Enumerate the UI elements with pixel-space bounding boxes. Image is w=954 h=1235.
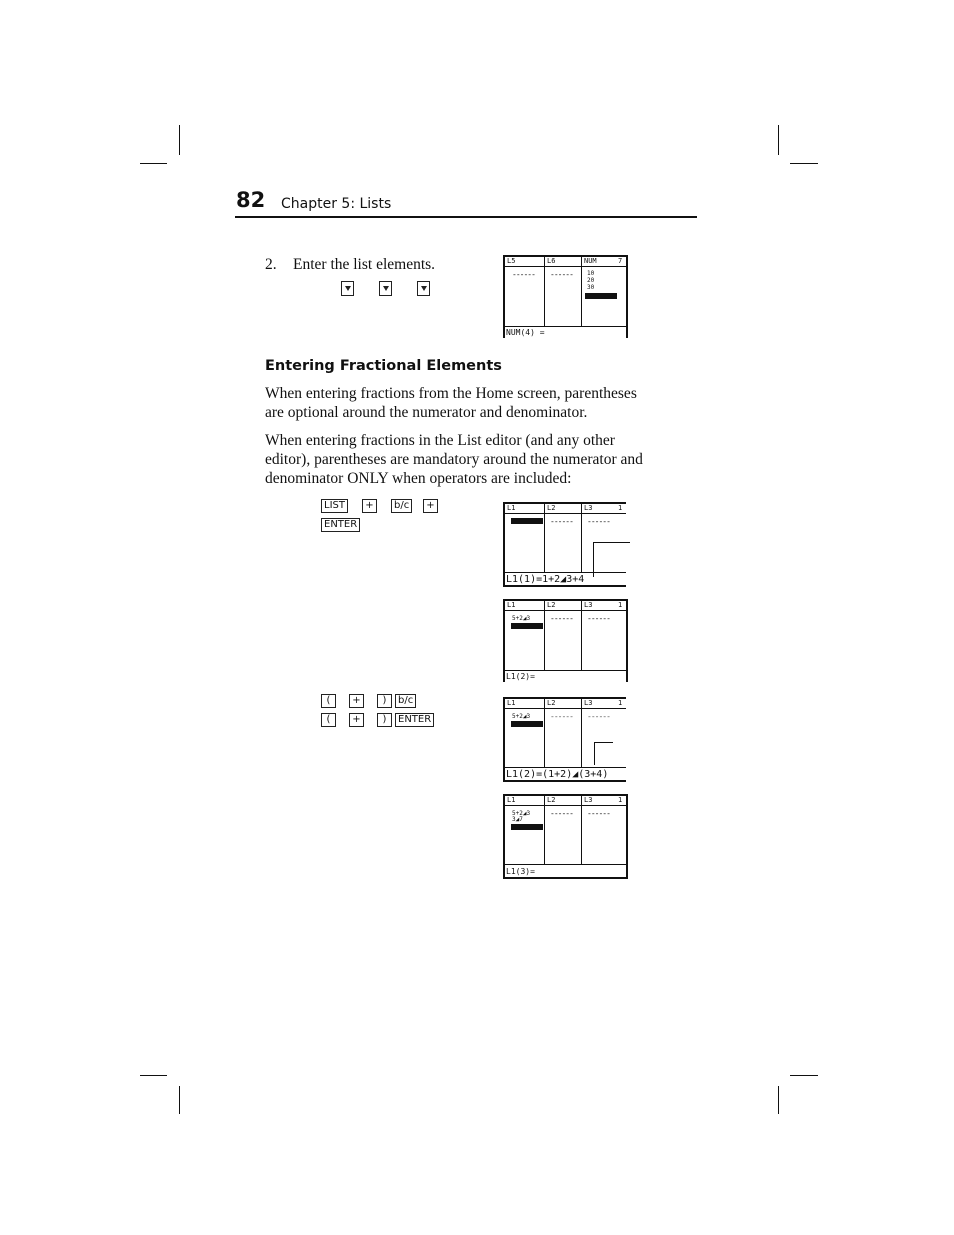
column-header: L6 [547, 257, 556, 265]
callout-line [594, 742, 613, 765]
fraction-key: b/c [395, 694, 416, 708]
crop-mark [140, 1075, 167, 1076]
down-arrow-key-icon [379, 281, 392, 296]
column-index: 1 [618, 601, 623, 609]
calculator-screen-5 [503, 794, 628, 879]
crop-mark [778, 1086, 779, 1114]
entry-line: L1(3)= [506, 867, 535, 876]
column-header: L5 [507, 257, 516, 265]
empty-cell: ------ [587, 517, 610, 526]
calculator-screen-4 [503, 697, 626, 782]
empty-cell: ------ [550, 809, 573, 818]
column-index: 1 [618, 796, 623, 804]
callout-line [593, 542, 630, 577]
down-arrow-key-icon [341, 281, 354, 296]
list-cell: 10 [587, 270, 595, 277]
entry-line: L1(2)=(1+2)◢(3+4) [506, 769, 609, 780]
chapter-title: Chapter 5: Lists [281, 196, 392, 212]
empty-cell: ------ [550, 270, 573, 279]
empty-cell: ------ [587, 614, 610, 623]
empty-cell: ------ [512, 270, 535, 279]
plus-key: + [423, 499, 438, 513]
paragraph-line: When entering fractions from the Home screen, parentheses [265, 385, 637, 402]
column-index: 1 [618, 699, 623, 707]
list-cell: 5+2◢3 [512, 810, 531, 817]
list-cell: 30 [587, 284, 595, 291]
crop-mark [790, 163, 818, 164]
enter-key: ENTER [395, 713, 434, 727]
column-header: L2 [547, 601, 556, 609]
cursor-highlight [511, 824, 543, 830]
empty-cell: ------ [550, 517, 573, 526]
paragraph-line: denominator ONLY when operators are included: [265, 470, 572, 487]
empty-cell: ------ [587, 809, 610, 818]
crop-mark [140, 163, 167, 164]
page-header [235, 188, 697, 218]
step-text: Enter the list elements. [293, 256, 436, 273]
column-header: NUM [584, 257, 597, 265]
column-header: L3 [584, 504, 593, 512]
paragraph-line: are optional around the numerator and denominator. [265, 404, 588, 421]
column-header: L1 [507, 504, 516, 512]
right-paren-key: ) [377, 713, 392, 727]
page-number: 82 [236, 188, 266, 212]
down-arrow-key-icon [417, 281, 430, 296]
entry-line: NUM(4) = [506, 328, 545, 337]
paragraph-line: editor), parentheses are mandatory around the numerator and [265, 451, 643, 468]
calculator-screen-3 [503, 599, 628, 682]
column-header: L1 [507, 796, 516, 804]
entry-line: L1(1)=1+2◢3+4 [506, 574, 585, 585]
crop-mark [179, 125, 180, 155]
column-header: L3 [584, 601, 593, 609]
list-cell: 5+2◢3 [512, 615, 531, 622]
enter-key: ENTER [321, 518, 360, 532]
crop-mark [790, 1075, 818, 1076]
column-index: 7 [618, 257, 623, 265]
column-header: L1 [507, 601, 516, 609]
empty-cell: ------ [550, 712, 573, 721]
column-header: L2 [547, 504, 556, 512]
list-cell: 5+2◢3 [512, 713, 531, 720]
column-header: L2 [547, 699, 556, 707]
empty-cell: ------ [550, 614, 573, 623]
cursor-highlight [585, 293, 617, 299]
column-header: L1 [507, 699, 516, 707]
plus-key: + [349, 694, 364, 708]
right-paren-key: ) [377, 694, 392, 708]
column-header: L2 [547, 796, 556, 804]
list-key: LIST [321, 499, 348, 513]
column-header: L3 [584, 796, 593, 804]
entry-line: L1(2)= [506, 672, 535, 681]
cursor-highlight [511, 721, 543, 727]
crop-mark [778, 125, 779, 155]
fraction-key: b/c [391, 499, 412, 513]
empty-cell: ------ [587, 712, 610, 721]
cursor-highlight [511, 518, 543, 524]
column-index: 1 [618, 504, 623, 512]
plus-key: + [362, 499, 377, 513]
crop-mark [179, 1086, 180, 1114]
step-number: 2. [265, 256, 277, 273]
plus-key: + [349, 713, 364, 727]
column-header: L3 [584, 699, 593, 707]
left-paren-key: ( [321, 694, 336, 708]
calculator-screen-1 [503, 255, 628, 338]
paragraph-line: When entering fractions in the List editor (and any other [265, 432, 615, 449]
cursor-highlight [511, 623, 543, 629]
section-heading: Entering Fractional Elements [265, 358, 502, 374]
list-cell: 3◢7 [512, 816, 523, 823]
left-paren-key: ( [321, 713, 336, 727]
list-cell: 20 [587, 277, 595, 284]
